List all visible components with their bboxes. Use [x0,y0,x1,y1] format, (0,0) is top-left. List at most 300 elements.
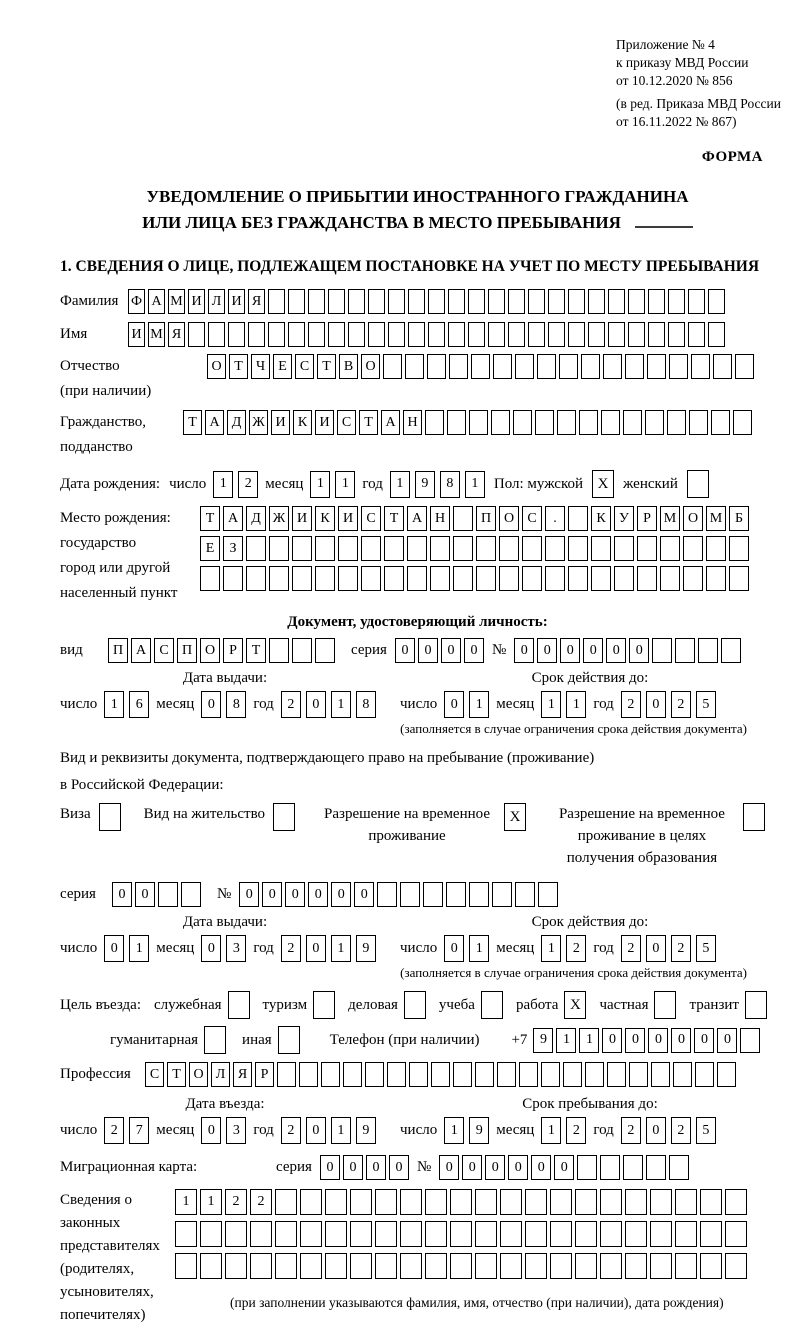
char-box[interactable] [688,322,705,347]
char-box[interactable] [375,1253,397,1279]
char-box[interactable]: Я [168,322,185,347]
char-box[interactable] [513,410,532,435]
char-box[interactable]: П [177,638,197,663]
char-box[interactable] [675,1189,697,1215]
char-box[interactable]: 0 [354,882,374,907]
char-box[interactable] [545,536,565,561]
char-box[interactable] [695,1062,714,1087]
char-box[interactable] [446,882,466,907]
char-box[interactable] [476,536,496,561]
char-box[interactable] [315,536,335,561]
char-box[interactable]: 1 [200,1189,222,1215]
char-box[interactable] [268,322,285,347]
char-box[interactable]: Е [273,354,292,379]
char-box[interactable] [575,1253,597,1279]
char-box[interactable]: А [407,506,427,531]
char-box[interactable]: А [131,638,151,663]
char-box[interactable] [648,289,665,314]
char-box[interactable] [683,536,703,561]
char-box[interactable]: 0 [537,638,557,663]
char-box[interactable] [350,1221,372,1247]
char-box[interactable] [550,1253,572,1279]
char-box[interactable] [299,1062,318,1087]
char-box[interactable] [577,1155,597,1180]
char-box[interactable]: Ж [269,506,289,531]
char-box[interactable] [325,1221,347,1247]
char-box[interactable] [735,354,754,379]
char-box[interactable] [515,354,534,379]
char-box[interactable]: 2 [104,1117,124,1144]
char-box[interactable] [675,1221,697,1247]
char-box[interactable] [200,566,220,591]
char-box[interactable]: В [339,354,358,379]
char-box[interactable] [338,566,358,591]
char-box[interactable]: 1 [579,1028,599,1053]
char-box[interactable] [292,566,312,591]
char-box[interactable]: 0 [444,691,464,718]
char-box[interactable]: 6 [129,691,149,718]
char-box[interactable]: 0 [444,935,464,962]
char-box[interactable] [246,536,266,561]
char-box[interactable] [575,1221,597,1247]
char-box[interactable] [292,638,312,663]
char-box[interactable] [508,322,525,347]
char-box[interactable] [698,638,718,663]
char-box[interactable]: 0 [629,638,649,663]
char-box[interactable] [200,1221,222,1247]
char-box[interactable] [588,322,605,347]
char-box[interactable] [637,566,657,591]
char-box[interactable] [325,1253,347,1279]
char-box[interactable] [650,1189,672,1215]
char-box[interactable] [500,1253,522,1279]
purpose-business-checkbox[interactable] [404,991,426,1019]
char-box[interactable]: Е [200,536,220,561]
char-box[interactable] [308,289,325,314]
char-box[interactable]: И [188,289,205,314]
char-box[interactable] [500,1189,522,1215]
char-box[interactable] [550,1189,572,1215]
char-box[interactable] [400,1189,422,1215]
char-box[interactable]: 0 [389,1155,409,1180]
char-box[interactable] [348,289,365,314]
char-box[interactable] [400,1253,422,1279]
char-box[interactable]: 1 [541,691,561,718]
char-box[interactable]: Б [729,506,749,531]
char-box[interactable]: К [591,506,611,531]
char-box[interactable] [277,1062,296,1087]
char-box[interactable] [471,354,490,379]
char-box[interactable] [600,1155,620,1180]
sex-female-checkbox[interactable] [687,470,709,498]
char-box[interactable] [628,322,645,347]
char-box[interactable] [275,1221,297,1247]
char-box[interactable] [528,322,545,347]
char-box[interactable] [713,354,732,379]
char-box[interactable] [579,410,598,435]
char-box[interactable]: 2 [671,691,691,718]
char-box[interactable] [575,1189,597,1215]
char-box[interactable] [425,1221,447,1247]
char-box[interactable] [652,638,672,663]
char-box[interactable] [568,322,585,347]
char-box[interactable] [450,1189,472,1215]
temp-residence-checkbox[interactable]: X [504,803,526,831]
char-box[interactable]: 2 [671,1117,691,1144]
char-box[interactable]: 0 [112,882,132,907]
char-box[interactable]: 1 [331,691,351,718]
char-box[interactable]: 2 [281,691,301,718]
char-box[interactable]: С [295,354,314,379]
char-box[interactable] [361,536,381,561]
char-box[interactable]: И [338,506,358,531]
char-box[interactable] [729,566,749,591]
char-box[interactable]: И [128,322,145,347]
char-box[interactable] [491,410,510,435]
char-box[interactable] [591,566,611,591]
char-box[interactable] [348,322,365,347]
char-box[interactable] [325,1189,347,1215]
char-box[interactable]: 0 [135,882,155,907]
char-box[interactable] [300,1221,322,1247]
char-box[interactable] [488,322,505,347]
char-box[interactable]: 9 [356,1117,376,1144]
char-box[interactable]: 0 [583,638,603,663]
char-box[interactable] [246,566,266,591]
char-box[interactable] [717,1062,736,1087]
char-box[interactable]: 9 [469,1117,489,1144]
char-box[interactable] [315,566,335,591]
char-box[interactable] [453,1062,472,1087]
char-box[interactable]: 0 [418,638,438,663]
char-box[interactable] [430,566,450,591]
char-box[interactable]: О [683,506,703,531]
char-box[interactable] [535,410,554,435]
char-box[interactable] [625,1189,647,1215]
char-box[interactable]: А [205,410,224,435]
char-box[interactable] [625,354,644,379]
char-box[interactable]: Н [430,506,450,531]
char-box[interactable] [525,1189,547,1215]
char-box[interactable] [668,322,685,347]
char-box[interactable] [557,410,576,435]
char-box[interactable]: 2 [281,935,301,962]
char-box[interactable] [600,1189,622,1215]
char-box[interactable]: 2 [621,691,641,718]
char-box[interactable]: Ж [249,410,268,435]
char-box[interactable] [647,354,666,379]
char-box[interactable]: 0 [320,1155,340,1180]
char-box[interactable]: 0 [606,638,626,663]
char-box[interactable] [559,354,578,379]
char-box[interactable] [288,289,305,314]
char-box[interactable]: Л [208,289,225,314]
char-box[interactable]: 0 [366,1155,386,1180]
sex-male-checkbox[interactable]: X [592,470,614,498]
purpose-study-checkbox[interactable] [481,991,503,1019]
char-box[interactable]: О [499,506,519,531]
char-box[interactable]: М [148,322,165,347]
char-box[interactable] [368,322,385,347]
char-box[interactable] [499,536,519,561]
char-box[interactable] [497,1062,516,1087]
char-box[interactable] [300,1253,322,1279]
char-box[interactable] [181,882,201,907]
char-box[interactable] [581,354,600,379]
char-box[interactable]: 1 [444,1117,464,1144]
char-box[interactable] [268,289,285,314]
char-box[interactable] [548,289,565,314]
char-box[interactable]: Т [200,506,220,531]
char-box[interactable]: 3 [226,1117,246,1144]
char-box[interactable]: И [228,289,245,314]
char-box[interactable]: Р [637,506,657,531]
char-box[interactable]: 8 [356,691,376,718]
char-box[interactable] [400,1221,422,1247]
char-box[interactable] [450,1253,472,1279]
char-box[interactable] [669,1155,689,1180]
char-box[interactable] [568,566,588,591]
char-box[interactable] [338,536,358,561]
char-box[interactable] [563,1062,582,1087]
char-box[interactable]: Д [227,410,246,435]
char-box[interactable]: 0 [306,935,326,962]
char-box[interactable]: 1 [469,935,489,962]
char-box[interactable] [706,566,726,591]
char-box[interactable]: М [168,289,185,314]
char-box[interactable]: 0 [717,1028,737,1053]
char-box[interactable] [425,1189,447,1215]
char-box[interactable] [673,1062,692,1087]
char-box[interactable]: М [706,506,726,531]
char-box[interactable] [600,1253,622,1279]
char-box[interactable] [500,1221,522,1247]
char-box[interactable]: 1 [541,935,561,962]
char-box[interactable] [361,566,381,591]
char-box[interactable] [493,354,512,379]
char-box[interactable]: М [660,506,680,531]
char-box[interactable] [269,638,289,663]
char-box[interactable] [407,566,427,591]
char-box[interactable] [425,410,444,435]
char-box[interactable] [625,1221,647,1247]
purpose-transit-checkbox[interactable] [745,991,767,1019]
char-box[interactable] [375,1221,397,1247]
char-box[interactable] [468,322,485,347]
char-box[interactable] [706,536,726,561]
char-box[interactable] [288,322,305,347]
char-box[interactable] [522,536,542,561]
char-box[interactable] [650,1221,672,1247]
char-box[interactable] [541,1062,560,1087]
char-box[interactable] [660,536,680,561]
char-box[interactable] [550,1221,572,1247]
char-box[interactable]: П [476,506,496,531]
char-box[interactable] [733,410,752,435]
char-box[interactable] [608,289,625,314]
char-box[interactable] [668,289,685,314]
char-box[interactable] [223,566,243,591]
char-box[interactable] [188,322,205,347]
char-box[interactable] [721,638,741,663]
char-box[interactable] [667,410,686,435]
char-box[interactable]: У [614,506,634,531]
char-box[interactable]: 0 [531,1155,551,1180]
char-box[interactable] [225,1253,247,1279]
char-box[interactable] [175,1253,197,1279]
char-box[interactable] [428,322,445,347]
char-box[interactable] [453,536,473,561]
char-box[interactable] [492,882,512,907]
char-box[interactable]: 2 [566,1117,586,1144]
char-box[interactable]: Т [246,638,266,663]
char-box[interactable]: 0 [308,882,328,907]
char-box[interactable] [225,1221,247,1247]
char-box[interactable]: 8 [226,691,246,718]
purpose-private-checkbox[interactable] [654,991,676,1019]
char-box[interactable]: П [108,638,128,663]
char-box[interactable]: 1 [129,935,149,962]
char-box[interactable] [449,354,468,379]
char-box[interactable] [545,566,565,591]
char-box[interactable]: 2 [671,935,691,962]
char-box[interactable] [388,322,405,347]
char-box[interactable]: 1 [104,691,124,718]
char-box[interactable] [408,322,425,347]
char-box[interactable] [708,289,725,314]
char-box[interactable] [388,289,405,314]
char-box[interactable] [646,1155,666,1180]
char-box[interactable]: 2 [225,1189,247,1215]
char-box[interactable]: 3 [226,935,246,962]
char-box[interactable] [711,410,730,435]
char-box[interactable] [475,1062,494,1087]
residence-permit-checkbox[interactable] [273,803,295,831]
char-box[interactable] [591,536,611,561]
char-box[interactable]: 1 [310,471,330,498]
char-box[interactable]: 1 [335,471,355,498]
char-box[interactable] [350,1189,372,1215]
char-box[interactable] [608,322,625,347]
char-box[interactable]: 0 [646,691,666,718]
char-box[interactable]: 1 [331,1117,351,1144]
char-box[interactable] [475,1189,497,1215]
char-box[interactable] [328,289,345,314]
char-box[interactable]: 0 [441,638,461,663]
char-box[interactable] [365,1062,384,1087]
char-box[interactable]: 0 [395,638,415,663]
char-box[interactable]: 0 [602,1028,622,1053]
char-box[interactable] [519,1062,538,1087]
char-box[interactable]: Т [229,354,248,379]
char-box[interactable] [637,536,657,561]
char-box[interactable] [469,410,488,435]
purpose-work-checkbox[interactable]: X [564,991,586,1019]
char-box[interactable]: 7 [129,1117,149,1144]
char-box[interactable] [383,354,402,379]
char-box[interactable] [700,1221,722,1247]
char-box[interactable]: И [292,506,312,531]
char-box[interactable]: 1 [390,471,410,498]
char-box[interactable] [691,354,710,379]
char-box[interactable] [725,1189,747,1215]
char-box[interactable] [269,536,289,561]
char-box[interactable] [625,1253,647,1279]
char-box[interactable] [603,354,622,379]
char-box[interactable] [683,566,703,591]
char-box[interactable] [740,1028,760,1053]
char-box[interactable] [377,882,397,907]
char-box[interactable] [475,1253,497,1279]
char-box[interactable] [708,322,725,347]
char-box[interactable]: Я [248,289,265,314]
char-box[interactable] [453,506,473,531]
char-box[interactable] [308,322,325,347]
char-box[interactable]: О [189,1062,208,1087]
char-box[interactable] [431,1062,450,1087]
char-box[interactable] [275,1253,297,1279]
char-box[interactable] [538,882,558,907]
char-box[interactable]: 0 [485,1155,505,1180]
char-box[interactable] [515,882,535,907]
char-box[interactable]: К [293,410,312,435]
char-box[interactable] [175,1221,197,1247]
char-box[interactable] [448,322,465,347]
char-box[interactable] [476,566,496,591]
char-box[interactable]: 0 [201,1117,221,1144]
char-box[interactable] [600,1221,622,1247]
char-box[interactable]: 1 [175,1189,197,1215]
char-box[interactable]: 0 [508,1155,528,1180]
char-box[interactable]: 0 [671,1028,691,1053]
char-box[interactable] [689,410,708,435]
char-box[interactable]: З [223,536,243,561]
char-box[interactable]: 9 [533,1028,553,1053]
char-box[interactable] [208,322,225,347]
char-box[interactable] [384,566,404,591]
char-box[interactable] [343,1062,362,1087]
purpose-humanitarian-checkbox[interactable] [204,1026,226,1054]
char-box[interactable] [423,882,443,907]
char-box[interactable] [292,536,312,561]
char-box[interactable] [300,1189,322,1215]
char-box[interactable] [275,1189,297,1215]
char-box[interactable] [488,289,505,314]
char-box[interactable]: 0 [462,1155,482,1180]
char-box[interactable]: 1 [556,1028,576,1053]
char-box[interactable]: 1 [541,1117,561,1144]
char-box[interactable]: 9 [356,935,376,962]
char-box[interactable] [628,289,645,314]
char-box[interactable]: 0 [285,882,305,907]
char-box[interactable]: С [361,506,381,531]
char-box[interactable] [425,1253,447,1279]
char-box[interactable]: Р [255,1062,274,1087]
char-box[interactable] [669,354,688,379]
char-box[interactable]: 0 [694,1028,714,1053]
char-box[interactable]: 0 [554,1155,574,1180]
char-box[interactable]: А [223,506,243,531]
char-box[interactable]: Р [223,638,243,663]
char-box[interactable]: 5 [696,935,716,962]
char-box[interactable] [508,289,525,314]
purpose-official-checkbox[interactable] [228,991,250,1019]
purpose-tourism-checkbox[interactable] [313,991,335,1019]
char-box[interactable] [585,1062,604,1087]
char-box[interactable]: 1 [213,471,233,498]
char-box[interactable]: 0 [239,882,259,907]
char-box[interactable]: Я [233,1062,252,1087]
